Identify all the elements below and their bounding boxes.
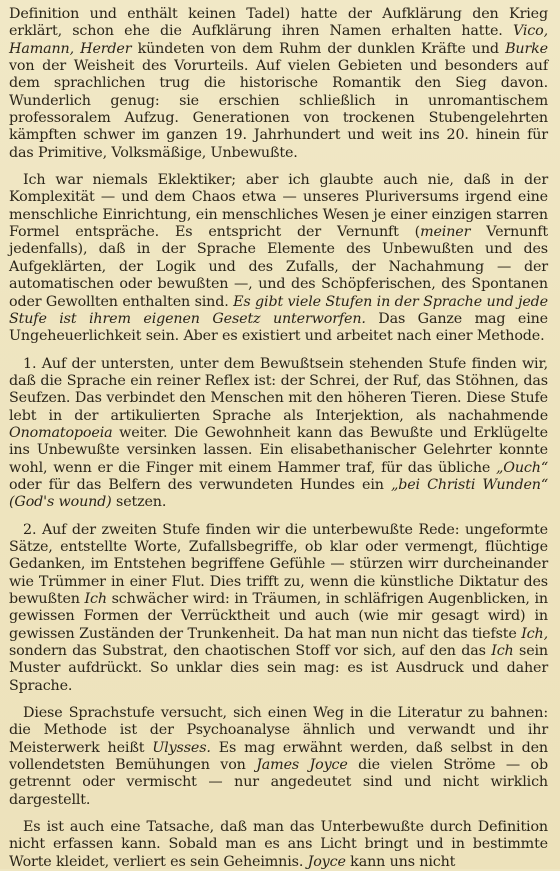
text-segment: kündeten von dem Ruhm der dunklen Kräfte und bbox=[131, 40, 506, 57]
paragraph-p1 bbox=[9, 172, 548, 345]
italic-text-segment: „bei Christi Wunden“ (God's wound) bbox=[9, 476, 548, 511]
italic-text-segment: Ich bbox=[491, 643, 514, 660]
paragraph-p3 bbox=[9, 522, 548, 695]
italic-text-segment: Ich, bbox=[521, 625, 548, 642]
italic-text-segment: Ulysses. bbox=[152, 739, 211, 756]
italic-text-segment: „Ouch“ bbox=[496, 459, 548, 476]
text-segment: Es ist auch eine Tatsache, daß man das Unterbewußte durch Definition nicht erfassen kann. Sobald man es ans Licht bringt und in bestimmte Worte kleidet, verliert es sein Geheimnis. bbox=[9, 819, 548, 870]
italic-text-segment: Ich bbox=[84, 591, 107, 607]
text-segment: von der Weisheit des Vorurteils. Auf vielen Gebieten und besonders auf dem sprachlichen trug die historische Romantik den Sieg davon. Wunderlich genug: sie erschien schließlich in unromantischem professoralem Aufzug. Generationen von trockenen Stubengelehrten kämpften schwer im ganzen 19. Jahrhundert und weit ins 20. hinein für das Primitive, Volksmäßige, Unbewußte. bbox=[9, 58, 548, 161]
paragraph-p2 bbox=[9, 356, 548, 512]
text-segment: Vernunft jedenfalls), daß in der Sprache Elemente des Unbewußten und des Aufgeklärten, der Logik und des Zufalls, der Nachahmung — der automatischen oder bewußten —, und des Schöpferischen, des Spontanen oder Gewollten enthalten sind. bbox=[9, 224, 548, 310]
page-text-body bbox=[9, 6, 548, 871]
italic-text-segment: Joyce bbox=[307, 853, 346, 870]
text-segment: sein Muster aufdrückt. So unklar dies sein mag: es ist Ausdruck und daher Sprache. bbox=[9, 643, 548, 694]
text-segment: Diese Sprachstufe versucht, sich einen Weg in die Literatur zu bahnen: die Methode ist der Psychoanalyse ähnlich und verwandt und ihr Meisterwerk heißt bbox=[9, 705, 548, 756]
text-segment: weiter. Die Gewohnheit kann das Bewußte und Erklügelte ins Unbewußte versinken lassen. Ein elisabethanischer Gelehrter konnte wohl, wenn er die Finger mit einem Hammer traf, für das übliche bbox=[9, 424, 548, 476]
italic-text-segment: Es gibt viele Stufen in der Sprache und jede Stufe ist ihrem eigenen Gesetz unterworfen. bbox=[9, 293, 548, 327]
paragraph-p5 bbox=[9, 819, 548, 871]
text-segment: die vielen Ströme — ob getrennt oder vermischt — nur angedeutet sind und nicht wirklich dargestellt. bbox=[9, 757, 548, 808]
italic-text-segment: Burke bbox=[505, 40, 548, 57]
text-segment: Ich war niemals Eklektiker; aber ich glaubte auch nie, daß in der Komplexität — und dem Chaos etwa — unseres Pluriversums irgend eine menschliche Einrichtung, ein menschliches Wesen je einer einzigen starren Formel entspräche. Es entspricht der Vernunft ( bbox=[9, 172, 548, 241]
italic-text-segment: James Joyce bbox=[256, 757, 348, 774]
text-segment: 2. Auf der zweiten Stufe finden wir die unterbewußte Rede: ungeformte Sätze, entstellte Worte, Zufallsbegriffe, ob klar oder vermengt, flüchtige Gedanken, im Entstehen begriffene Gefühle — stürzen wirr durcheinander wie Trümmer in einer Flut. Dies trifft zu, wenn die künstliche Diktatur des bewußten bbox=[9, 521, 548, 607]
text-segment: 1. Auf der untersten, unter dem Bewußtsein stehenden Stufe finden wir, daß die Sprache ein reiner Reflex ist: der Schrei, der Ruf, das Stöhnen, das Seufzen. Das verbindet den Menschen mit den höheren Tieren. Diese Stufe lebt in der artikulierten Sprache als Interjektion, als nachahmende bbox=[9, 355, 548, 424]
text-segment: oder für das Belfern des verwundeten Hundes ein bbox=[9, 476, 391, 493]
text-segment: Definition und enthält keinen Tadel) hatte der Aufklärung den Krieg erklärt, schon ehe die Aufklärung ihren Namen erhalten hatte. bbox=[9, 6, 548, 40]
text-segment: Das Ganze mag eine Ungeheuerlichkeit sein. Aber es existiert und arbeitet nach einer Methode. bbox=[9, 310, 548, 345]
paragraph-p0 bbox=[9, 6, 548, 162]
text-segment: schwächer wird: in Träumen, in schläfrigen Augenblicken, in gewissen Formen der Verrücktheit und auch (wie mir gesagt wird) in gewissen Zuständen der Trunkenheit. Da hat man nun nicht das tiefste bbox=[9, 591, 548, 642]
text-segment: Es mag erwähnt werden, daß selbst in den vollendetsten Bemühungen von bbox=[9, 739, 548, 774]
italic-text-segment: Vico, Hamann, Herder bbox=[9, 23, 548, 57]
text-segment: sondern das Substrat, den chaotischen Stoff vor sich, auf den das bbox=[9, 643, 492, 660]
text-segment: setzen. bbox=[111, 494, 167, 511]
paragraph-p4 bbox=[9, 705, 548, 809]
text-segment: kann uns nicht bbox=[345, 853, 456, 870]
italic-text-segment: meiner bbox=[420, 224, 471, 241]
italic-text-segment: Onomatopoeia bbox=[9, 424, 113, 441]
